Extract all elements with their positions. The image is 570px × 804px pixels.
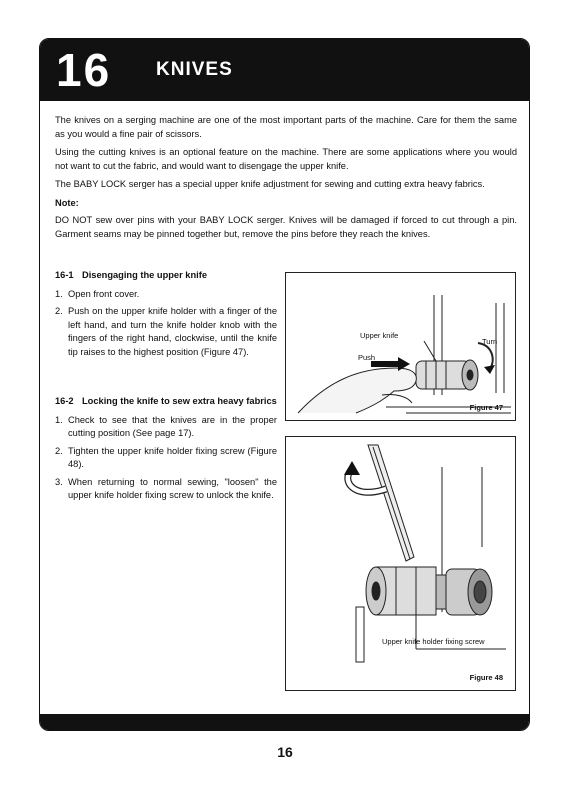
section-title: Disengaging the upper knife	[82, 270, 208, 280]
step-number: 2.	[55, 306, 63, 316]
figure-48	[285, 436, 516, 691]
step-number: 1.	[55, 414, 63, 425]
intro-paragraph: The BABY LOCK serger has a special upper knife adjustment for sewing and cutting extra heavy fabrics.	[55, 179, 485, 189]
chapter-header	[40, 39, 529, 101]
intro-paragraph: The knives on a serging machine are one of the most important parts of the machine. Care for them the same as you would a fine pair of scissors.	[55, 115, 517, 139]
step-text: When returning to normal sewing, "loosen" the upper knife holder fixing screw to unlock the knife.	[68, 476, 277, 500]
section-heading	[55, 269, 277, 283]
section-disengage	[55, 269, 277, 363]
chapter-title: KNIVES	[156, 59, 233, 80]
section-title: Locking the knife to sew extra heavy fabrics	[82, 396, 277, 406]
step-number: 3.	[55, 476, 63, 487]
callout-upper-knife: Upper knife	[360, 331, 399, 340]
step-item	[55, 414, 277, 441]
note-label: Note:	[55, 197, 79, 208]
page-number: 16	[277, 744, 293, 760]
figure-47-caption: Figure 47	[469, 403, 503, 412]
figure-48-caption: Figure 48	[469, 673, 503, 682]
step-item	[55, 288, 277, 302]
chapter-number: 16	[56, 44, 112, 96]
section-heading	[55, 395, 277, 409]
callout-turn: Turn	[482, 337, 498, 346]
callout-fixing-screw: Upper knife holder fixing screw	[382, 637, 485, 646]
section-number: 16-1	[55, 270, 74, 280]
callout-push: Push	[358, 353, 376, 362]
step-item	[55, 305, 277, 359]
step-text: Push on the upper knife holder with a finger of the left hand, and turn the knife holder knob with the fingers of the right hand, clockwise, until the knife tip raises to the highest position (Figure 47).	[68, 306, 277, 357]
page-frame	[39, 38, 530, 731]
intro-section	[55, 114, 517, 246]
footer-bar	[40, 714, 529, 730]
section-number: 16-2	[55, 396, 74, 406]
section-lock	[55, 395, 277, 507]
step-text: Open front cover.	[68, 288, 140, 299]
step-number: 1.	[55, 288, 63, 299]
step-item	[55, 476, 277, 503]
step-item	[55, 445, 277, 472]
figure-47-illustration	[286, 273, 517, 422]
figure-48-illustration	[286, 437, 517, 692]
step-text: Check to see that the knives are in the proper cutting position (See page 17).	[68, 414, 277, 438]
step-number: 2.	[55, 445, 63, 456]
step-text: Tighten the upper knife holder fixing screw (Figure 48).	[68, 445, 277, 469]
note-text: DO NOT sew over pins with your BABY LOCK serger. Knives will be damaged if forced to cut through a pin. Garment seams may be pinned together but, remove the pins before they reach the knives.	[55, 215, 517, 239]
figure-47	[285, 272, 516, 421]
intro-paragraph: Using the cutting knives is an optional feature on the machine. There are some applications where you would not want to cut the fabric, and would want to disengage the upper knife.	[55, 147, 517, 171]
